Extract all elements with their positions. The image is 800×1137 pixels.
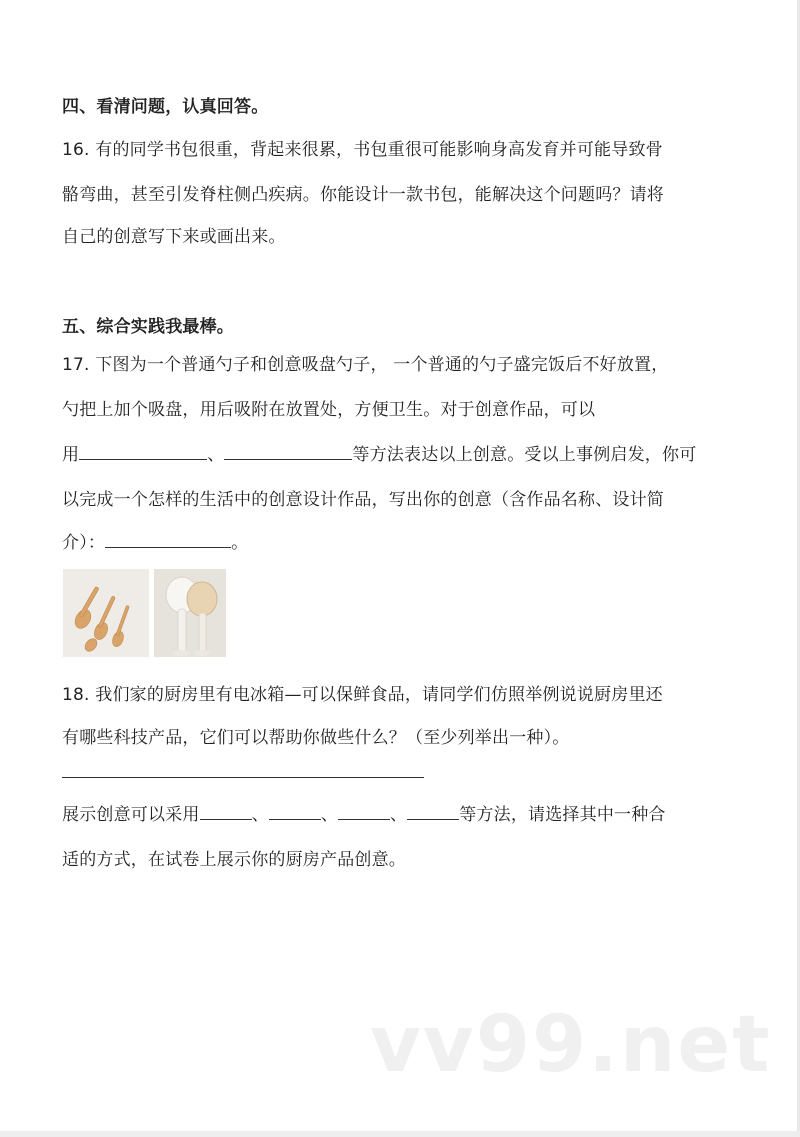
q17-line5-suffix: 。 [231,533,249,553]
section4-heading: 四、看清问题，认真回答。 [62,97,269,117]
q18-line4: 适的方式，在试卷上展示你的厨房产品创意。 [62,850,406,870]
q17-line2: 勺把上加个吸盘，用后吸附在放置处，方便卫生。对于创意作品，可以 [62,400,596,420]
q17-line3-suffix: 等方法表达以上创意。受以上事例启发，你可 [352,445,697,465]
q17-separator: 、 [207,445,225,465]
q18-answer-blank-3[interactable] [338,818,390,820]
q17-answer-blank-2[interactable] [224,458,352,460]
q18-line3 [62,800,666,825]
q18-answer-line[interactable] [62,777,424,778]
q18-line3-prefix: 展示创意可以采用 [62,805,200,825]
q18-line1: 18. 我们家的厨房里有电冰箱—可以保鲜食品，请同学们仿照举例说说厨房里还 [62,685,663,705]
q17-line5-prefix: 介）： [62,533,106,553]
q18-separator-1: 、 [251,805,269,825]
q18-line2: 有哪些科技产品，它们可以帮助你做些什么？（至少列举出一种）。 [62,728,570,748]
wooden-spoons-photo [63,569,149,657]
q18-answer-blank-4[interactable] [407,818,459,820]
q18-answer-blank-1[interactable] [200,818,252,820]
q17-line3-prefix: 用 [62,445,80,465]
q17-line4: 以完成一个怎样的生活中的创意设计作品，写出你的创意（含作品名称、设计简 [62,490,664,510]
q18-line3-suffix: 等方法，请选择其中一种合 [459,805,666,825]
q16-line3: 自己的创意写下来或画出来。 [62,227,286,247]
q18-separator-2: 、 [320,805,339,825]
q17-answer-blank-1[interactable] [79,458,207,460]
q17-answer-blank-3[interactable] [105,546,231,548]
q16-line1: 16. 有的同学书包很重，背起来很累，书包重很可能影响身高发育并可能导致骨 [62,140,663,160]
watermark: vv99.net [370,1000,772,1090]
page-bottom-edge [0,1131,800,1137]
q16-line2: 骼弯曲，甚至引发脊柱侧凸疾病。你能设计一款书包，能解决这个问题吗？请将 [62,185,664,205]
q18-answer-blank-2[interactable] [269,818,321,820]
q17-line1: 17. 下图为一个普通勺子和创意吸盘勺子， 一个普通的勺子盛完饭后不好放置， [62,355,669,375]
q17-line3 [62,440,696,465]
section5-heading: 五、综合实践我最棒。 [62,317,234,337]
suction-spoon-photo [154,569,226,657]
q17-line5 [62,528,248,553]
q18-separator-3: 、 [390,805,408,825]
